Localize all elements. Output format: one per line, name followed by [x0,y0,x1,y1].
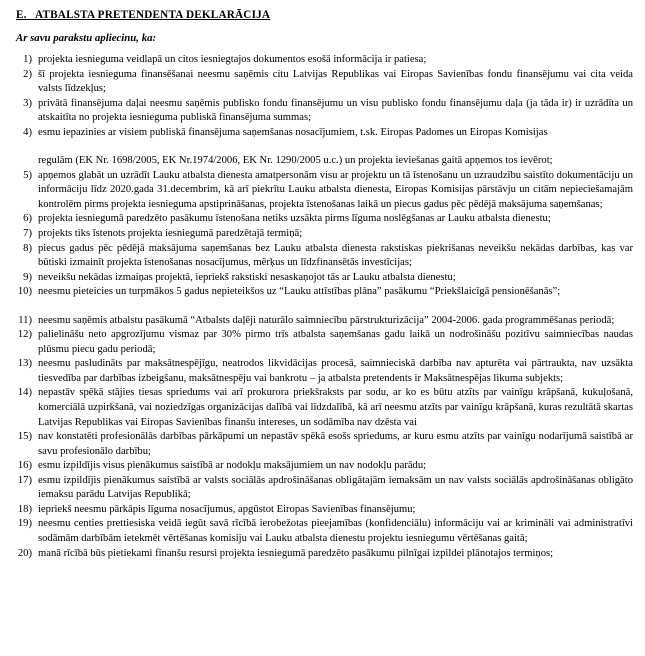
item-number: 16) [17,460,32,472]
item-number: 20) [17,547,32,559]
list-item [13,242,633,271]
list-item [13,314,633,329]
list-item [13,126,633,141]
list-item [13,271,633,286]
item-number: 15) [17,431,32,443]
declaration-subtitle: Ar savu parakstu apliecinu, ka: [16,32,157,44]
section-title-text: E. ATBALSTA PRETENDENTA DEKLARĀCIJA [16,9,271,21]
item-text: regulām (EK Nr. 1698/2005, EK Nr.1974/2006, EK Nr. 1290/2005 u.c.) un projekta ieviešanas gaitā apņemos tos ievērot; [38,155,553,167]
item-number: 13) [17,358,32,370]
item-text: esmu izpildījis pienākumus saistībā ar valsts sociālās apdrošināšanas obligātajām iemaksām un nav valsts sociālās apdrošināšanas obligāto iemaksu parādu Latvijas Republikā; [38,474,633,501]
item-number: 4) [23,126,32,138]
list-item [13,386,633,430]
list-item [13,212,633,227]
item-number: 5) [23,169,32,181]
list-item [13,503,633,518]
list-item [13,459,633,474]
item-text: neesmu pasludināts par maksātnespējīgu, neatrodos likvidācijas procesā, saimnieciskā darbība nav apturēta vai pārtraukta, nav uzsākta tiesvedība par darbības izbeigšanu, maksātnespēju vai bankrotu – ja atbalsta pretendents ir Maksātnespējas likuma subjekts; [38,358,633,384]
item-number: 3) [23,97,32,109]
list-item-continuation [13,154,633,169]
item-text: esmu izpildījis visus pienākumus saistībā ar nodokļu maksājumiem un nav nodokļu parādu; [38,460,427,472]
item-number: 2) [23,68,32,80]
item-number: 12) [17,329,32,341]
item-text: projekta iesniegumā paredzēto pasākumu īstenošana netiks uzsākta pirms līguma noslēgšanas ar Lauku atbalsta dienestu; [38,213,551,225]
item-text: projekts tiks īstenots projekta iesniegumā paredzētajā termiņā; [38,228,303,240]
item-number: 10) [17,286,32,298]
list-item [13,285,633,300]
item-number: 9) [23,271,32,283]
item-number: 17) [17,474,32,486]
item-number: 19) [17,518,32,530]
item-text: palielināšu neto apgrozījumu vismaz par 30% pirmo trīs atbalsta saņemšanas gadu laikā un nodrošināšu pozitīvu saimniecības naudas plūsmu piecu gadu periodā; [38,329,633,355]
item-text: šī projekta iesnieguma finansēšanai neesmu saņēmis citu Latvijas Republikas vai Eiropas Savienības fondu finansējumu vai cita veida valsts līdzekļus; [38,68,633,95]
item-text: neesmu pieteicies un turpmākos 5 gadus nepieteikšos uz “Lauku attīstības plāna” pasākumu “Priekšlaicīgā pensionēšanās”; [38,286,561,298]
item-number: 1) [23,54,32,65]
list-item [13,474,633,503]
item-text: piecus gadus pēc pēdējā maksājuma saņemšanas bez Lauku atbalsta dienesta rakstiskas piekrišanas neveikšu nekādas darbības, kas var būtiski izmainīt projekta īstenošanas nosacījumus, mērķus un līdzfinansētās investīcijas; [38,242,633,269]
list-item [13,517,633,546]
item-number: 8) [23,242,32,254]
list-item [13,430,633,459]
item-text: apņemos glabāt un uzrādīt Lauku atbalsta dienesta amatpersonām visu ar projektu un tā īstenošanu un uzraudzību saistīto dokumentāciju un informāciju līdz 2020.gada 31.decembrim, kā arī piekrītu Lauku atbalsta dienesta, Eiropas Komisijas pārstāvju un citām nepieciešamajām kontrolēm pirms projekta iesnieguma apstiprināšanas, projekta īstenošanas laikā un piecus gadus pēc pēdējā maksājuma saņemšanas; [38,169,633,210]
item-number: 18) [17,503,32,515]
item-text: neesmu centies prettiesiska veidā iegūt savā rīcībā ierobežotas pieejamības (konfidenciālu) informāciju vai ar krimināli vai administratīvi sodāmām darbībām ietekmēt vērtēšanas komisiju vai Lauku atbalsta dienestu projektu iesniegumu vērtēšanas gaitā; [38,518,633,544]
list-item [13,328,633,357]
list-item [13,227,633,242]
list-item [13,68,633,97]
item-number [13,154,32,169]
list-item [13,97,633,126]
item-number: 11) [18,314,32,326]
list-item [13,169,633,213]
item-number: 14) [17,387,32,399]
item-text: neesmu saņēmis atbalstu pasākumā “Atbalsts daļēji naturālo saimniecību pārstrukturizācija” 2004-2006. gada programmēšanas periodā; [38,314,615,326]
item-text: iepriekš neesmu pārkāpis līguma nosacījumus, apgūstot Eiropas Savienības finansējumu; [38,503,416,515]
list-item [13,53,633,68]
list-item [13,357,633,386]
list-item [13,547,633,562]
item-number: 7) [23,228,32,240]
item-text: neveikšu nekādas izmaiņas projektā, iepriekš rakstiski nesaskaņojot tās ar Lauku atbalsta dienestu; [38,271,456,283]
item-text: nav konstatēti profesionālās darbības pārkāpumi un nepastāv spēkā esošs spriedums, ar kuru esmu atzīts par vainīgu nodarījumā saistībā ar savu profesionālo darbību; [38,431,633,457]
declaration-list [13,53,633,561]
item-text: manā rīcībā būs pietiekami finanšu resursi projekta iesniegumā paredzēto pasākumu pilnīgai izpildei plānotajos termiņos; [38,547,554,559]
section-title [16,9,633,21]
item-text: privātā finansējuma daļai neesmu saņēmis publisko fondu finansējumu un visu publisko fondu finansējumu daļa (ja tāda ir) ir uzrādīta un atskaitīta no projekta iesnieguma publiskā finansējuma summas; [38,97,633,124]
item-text: projekta iesnieguma veidlapā un citos iesniegtajos dokumentos esošā informācija ir patiesa; [38,54,427,65]
item-text: esmu iepazinies ar visiem publiskā finansējuma saņemšanas nosacījumiem, t.sk. Eiropas Padomes un Eiropas Komisijas [38,126,548,138]
item-text: nepastāv spēkā stājies tiesas spriedums vai arī prokurora priekšraksts par sodu, ar ko es būtu atzīts par vainīgu krāpšanā, kukuļošanā, komerciālā uzpirkšanā, vai noziedzīgas organizācijas dalībā vai līdzdalībā, kā arī neesmu atzīts par vainīgu krāpšanā, kuras rezultātā skartas Latvijas Republikas vai Eiropas Savienības finanšu intereses, un sodāmība nav dzēsta vai [38,387,633,428]
item-number: 6) [23,213,32,225]
